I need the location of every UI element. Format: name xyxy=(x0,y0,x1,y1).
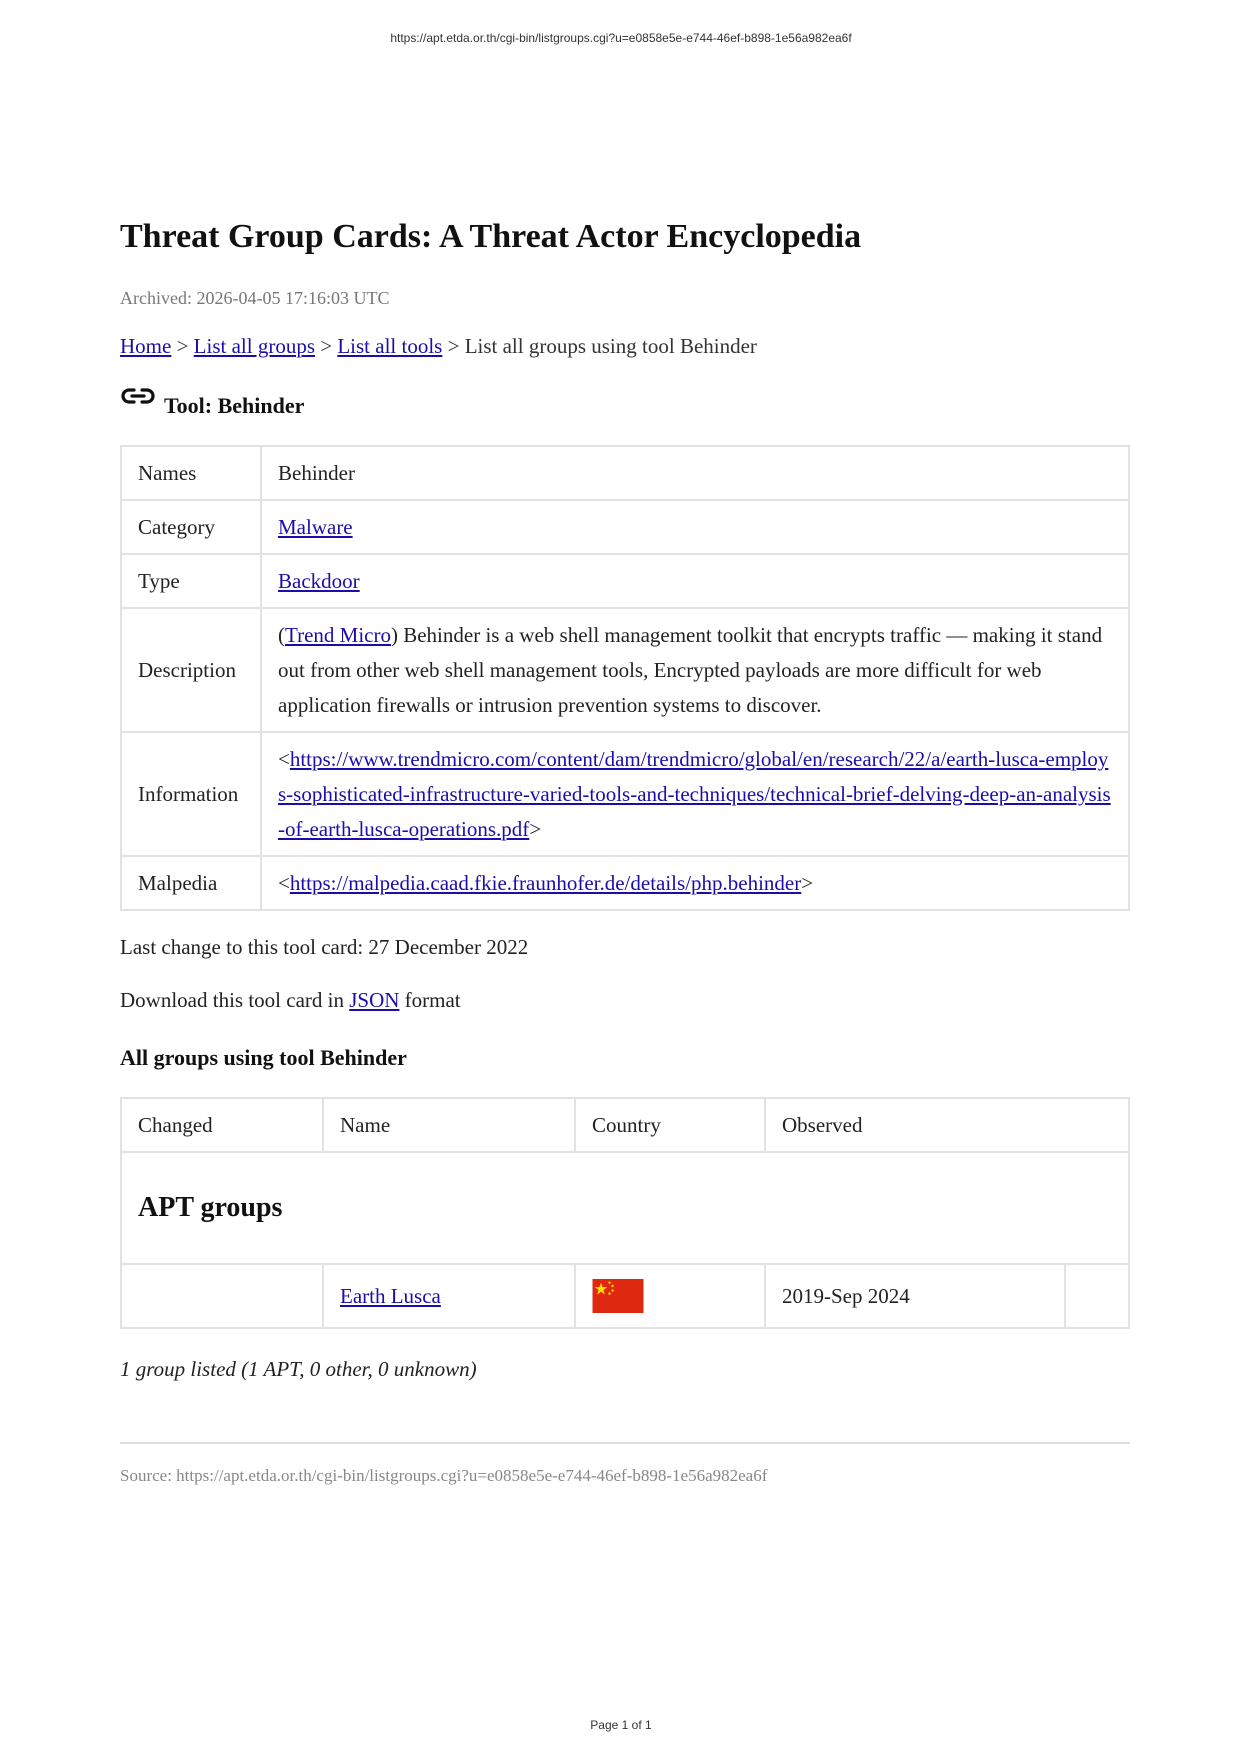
section-row xyxy=(121,1152,1129,1264)
category-label: Category xyxy=(121,500,261,554)
table-row xyxy=(121,500,1129,554)
page-title: Threat Group Cards: A Threat Actor Encyclopedia xyxy=(120,218,862,255)
observed-cell: 2019-Sep 2024 xyxy=(765,1264,1065,1328)
column-header-observed: Observed xyxy=(765,1098,1129,1152)
description-cell xyxy=(261,608,1129,732)
section-title: APT groups xyxy=(121,1152,1129,1264)
changed-cell xyxy=(121,1264,323,1328)
column-header-name: Name xyxy=(323,1098,575,1152)
table-row xyxy=(121,446,1129,500)
link-icon xyxy=(120,384,156,408)
angle-open: < xyxy=(278,746,290,771)
table-row xyxy=(121,732,1129,856)
archived-timestamp: Archived: 2026-04-05 17:16:03 UTC xyxy=(120,288,390,308)
tool-title: Tool: Behinder xyxy=(164,393,305,418)
type-cell xyxy=(261,554,1129,608)
description-text: ) Behinder is a web shell management toolkit that encrypts traffic — making it stand out from other web shell management tools, Encrypted payloads are more difficult for web application firewalls or intrusion prevention systems to discover. xyxy=(278,622,1103,717)
names-label: Names xyxy=(121,446,261,500)
table-row xyxy=(121,1264,1129,1328)
names-value: Behinder xyxy=(261,446,1129,500)
column-header-country: Country xyxy=(575,1098,765,1152)
breadcrumb-current: List all groups using tool Behinder xyxy=(464,334,757,358)
breadcrumb-separator: > xyxy=(320,334,333,358)
malpedia-label: Malpedia xyxy=(121,856,261,910)
malpedia-link[interactable]: https://malpedia.caad.fkie.fraunhofer.de/details/php.behinder xyxy=(289,870,802,895)
information-label: Information xyxy=(121,732,261,856)
table-header-row xyxy=(121,1098,1129,1152)
malpedia-cell xyxy=(261,856,1129,910)
breadcrumb-groups-link[interactable]: List all groups xyxy=(193,334,315,358)
description-source-link[interactable]: Trend Micro xyxy=(285,622,391,647)
angle-close: > xyxy=(529,816,542,841)
breadcrumb-tools-link[interactable]: List all tools xyxy=(337,334,443,358)
description-label: Description xyxy=(121,608,261,732)
country-cell xyxy=(575,1264,765,1328)
angle-close: > xyxy=(801,870,814,895)
print-header-url: https://apt.etda.or.th/cgi-bin/listgroups.cgi?u=e0858e5e-e744-46ef-b898-1e56a982ea6f xyxy=(390,31,852,45)
last-change: Last change to this tool card: 27 December 2022 xyxy=(120,935,529,959)
groups-heading: All groups using tool Behinder xyxy=(120,1045,407,1070)
type-link[interactable]: Backdoor xyxy=(278,568,360,593)
group-link[interactable]: Earth Lusca xyxy=(340,1283,441,1308)
empty-cell xyxy=(1065,1264,1129,1328)
download-prefix: Download this tool card in xyxy=(120,988,350,1012)
groups-table xyxy=(120,1097,1130,1329)
table-row xyxy=(121,608,1129,732)
category-cell xyxy=(261,500,1129,554)
name-cell xyxy=(323,1264,575,1328)
main-content xyxy=(120,212,1130,1486)
breadcrumb xyxy=(120,334,1130,359)
table-row xyxy=(121,856,1129,910)
category-link[interactable]: Malware xyxy=(278,514,353,539)
information-link[interactable]: https://www.trendmicro.com/content/dam/trendmicro/global/en/research/22/a/earth-lusca-employs-sophisticated-infrastructure-varied-tools-and-techniques/technical-brief-delving-deep-an-analysis-of-earth-lusca-operations.pdf xyxy=(278,746,1111,841)
breadcrumb-separator: > xyxy=(447,334,460,358)
tool-info-table xyxy=(120,445,1130,911)
information-cell xyxy=(261,732,1129,856)
angle-open: < xyxy=(278,870,290,895)
json-download-link[interactable]: JSON xyxy=(349,988,400,1012)
source-line: Source: https://apt.etda.or.th/cgi-bin/listgroups.cgi?u=e0858e5e-e744-46ef-b898-1e56a982ea6f xyxy=(120,1466,768,1485)
download-suffix: format xyxy=(399,988,461,1012)
column-header-changed: Changed xyxy=(121,1098,323,1152)
page-number: Page 1 of 1 xyxy=(590,1718,652,1732)
paren-open: ( xyxy=(278,622,285,647)
download-line xyxy=(120,988,1130,1013)
groups-summary: 1 group listed (1 APT, 0 other, 0 unknown) xyxy=(120,1357,477,1381)
breadcrumb-separator: > xyxy=(176,334,189,358)
tool-heading xyxy=(120,393,1130,419)
table-row xyxy=(121,554,1129,608)
breadcrumb-home-link[interactable]: Home xyxy=(120,334,172,358)
divider xyxy=(120,1442,1130,1444)
china-flag-icon xyxy=(592,1279,644,1313)
type-label: Type xyxy=(121,554,261,608)
